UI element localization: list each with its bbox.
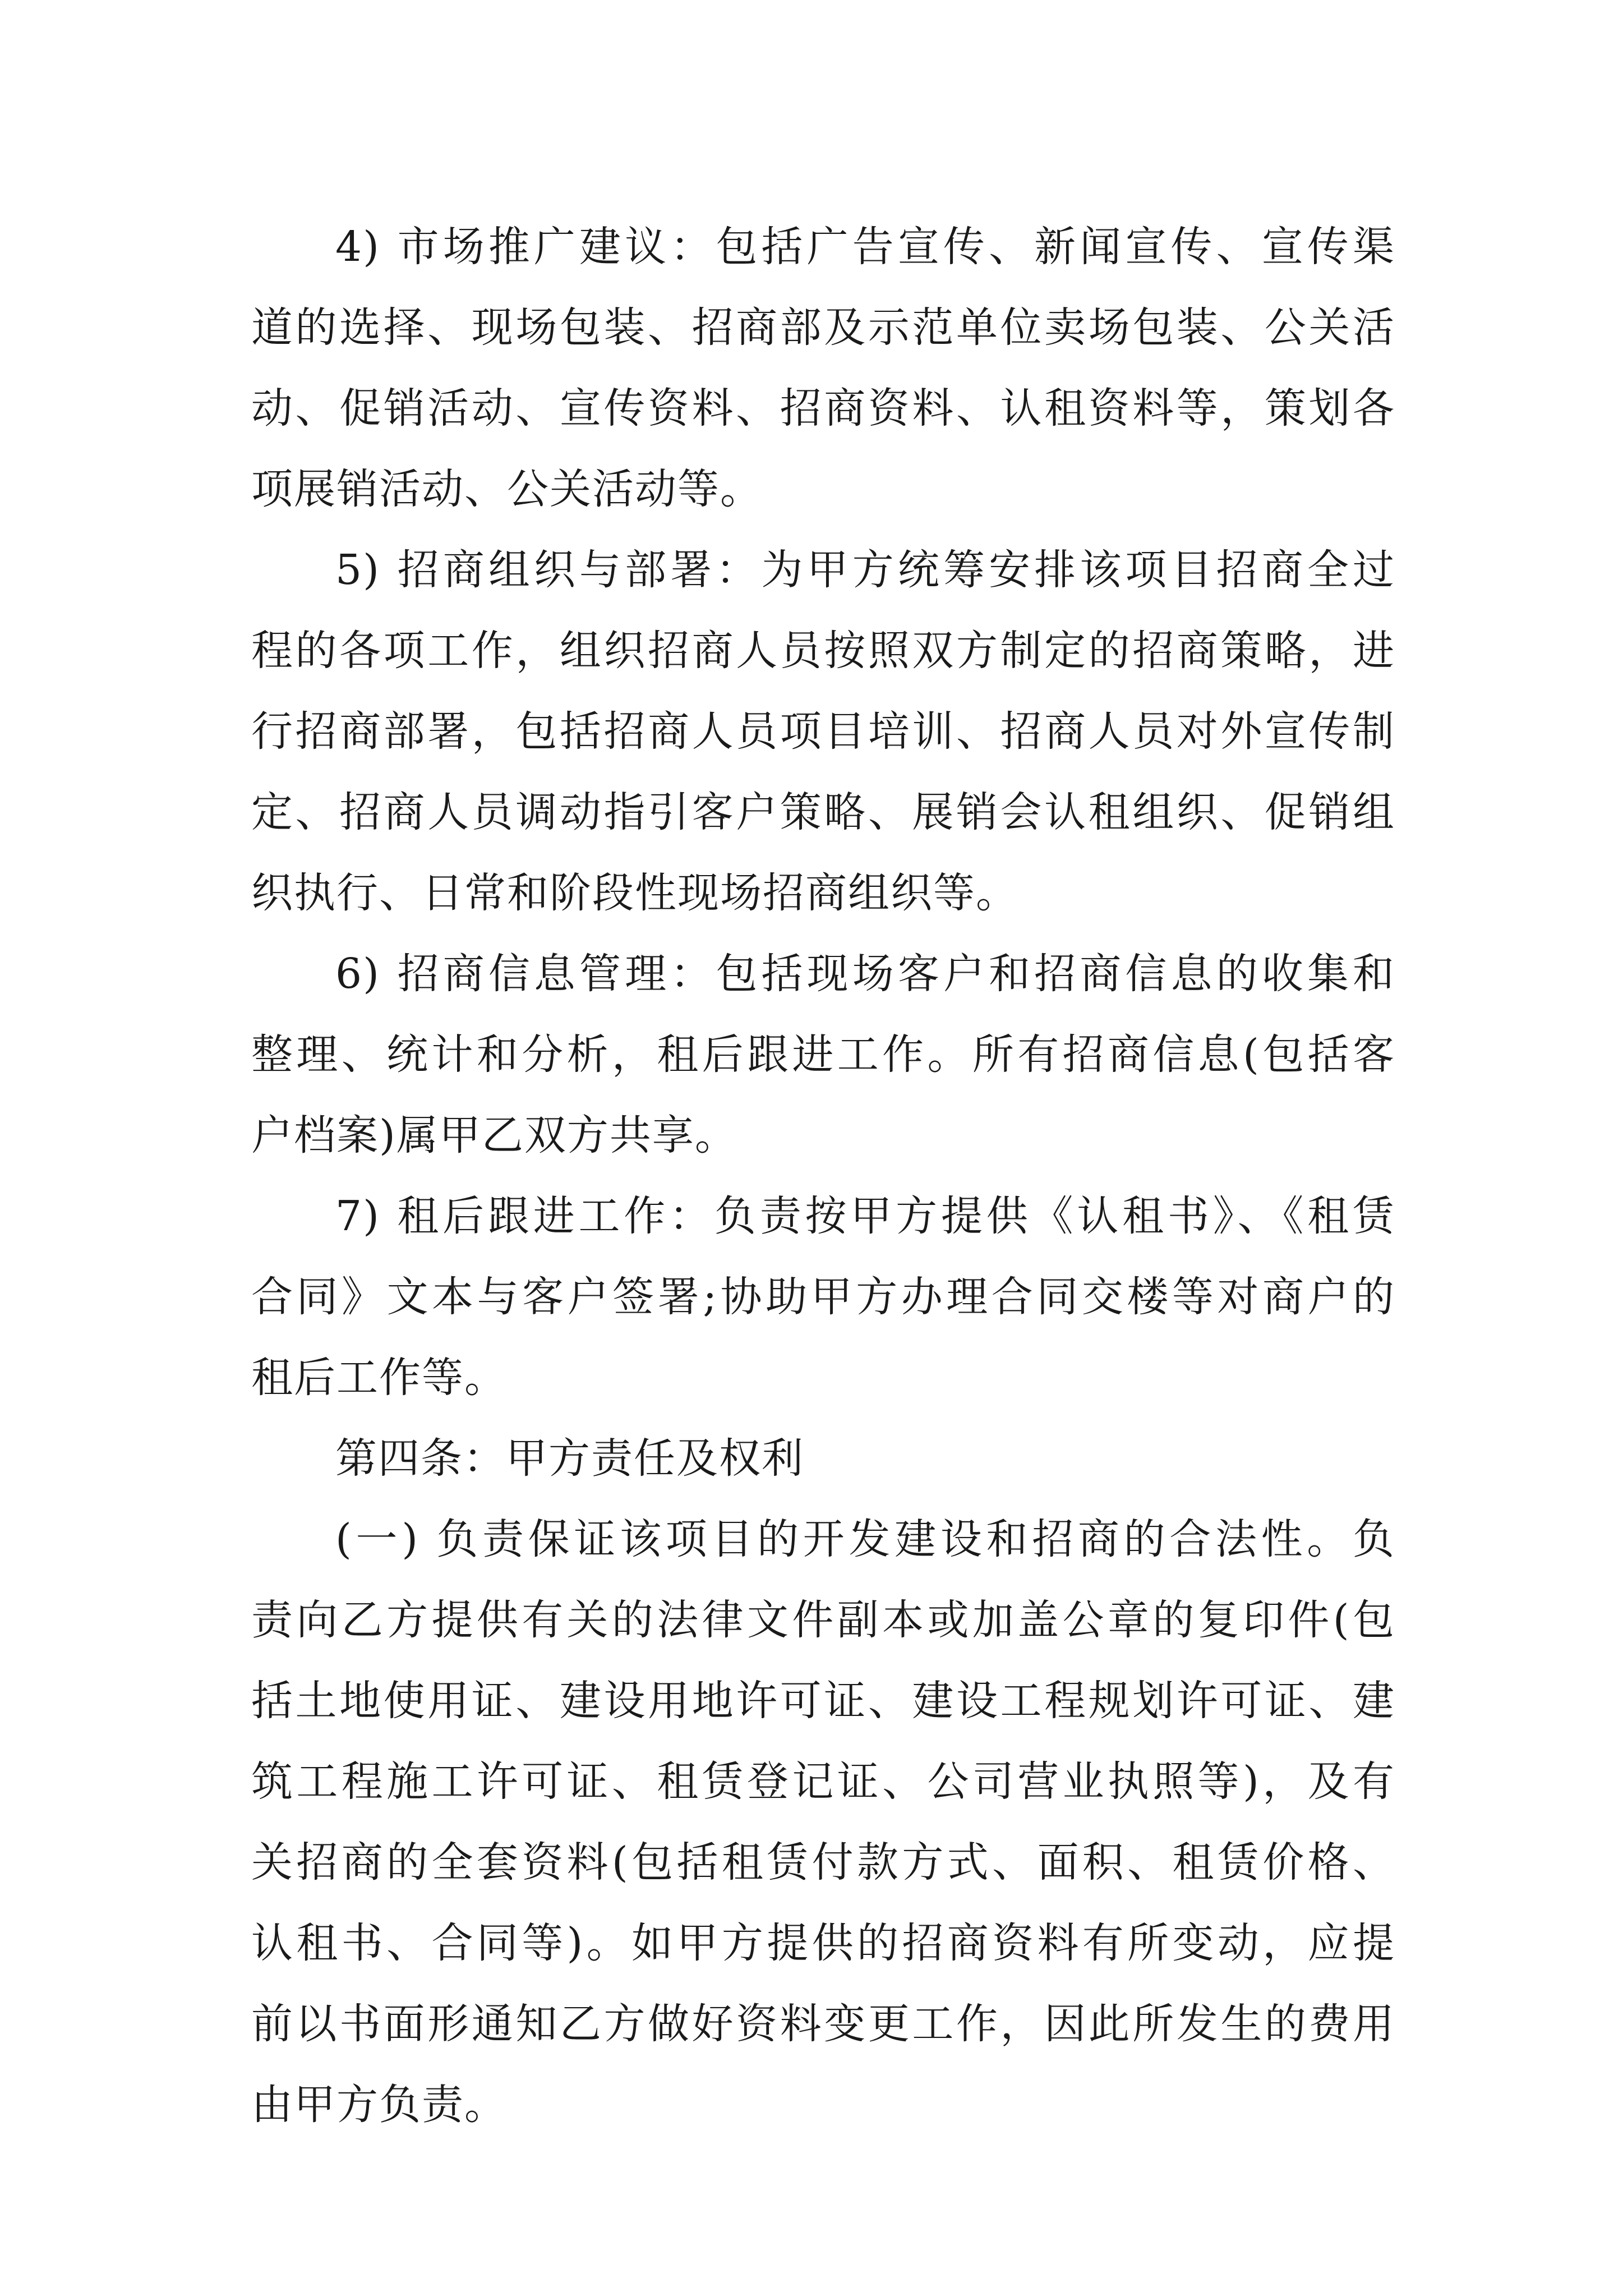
- document-body: [251, 206, 1395, 2145]
- text-line: 织执行、日常和阶段性现场招商组织等。: [251, 869, 1018, 917]
- text-line: 户档案)属甲乙双方共享。: [251, 1111, 737, 1159]
- paragraph-item-7: [251, 1176, 1395, 1418]
- article-4-heading: [251, 1418, 1395, 1499]
- text-line: 5) 招商组织与部署：为甲方统筹安排该项目招商全过: [335, 546, 1395, 594]
- text-line: 由甲方负责。: [251, 2081, 507, 2129]
- text-line: 4) 市场推广建议：包括广告宣传、新闻宣传、宣传渠: [335, 223, 1395, 271]
- text-line: 道的选择、现场包装、招商部及示范单位卖场包装、公关活: [251, 303, 1395, 352]
- text-line: 责向乙方提供有关的法律文件副本或加盖公章的复印件(包: [251, 1596, 1395, 1644]
- text-line: 前以书面形通知乙方做好资料变更工作，因此所发生的费用: [251, 2000, 1395, 2048]
- text-line: 行招商部署，包括招商人员项目培训、招商人员对外宣传制: [251, 707, 1395, 756]
- text-line: 括土地使用证、建设用地许可证、建设工程规划许可证、建: [251, 1677, 1395, 1725]
- text-line: 动、促销活动、宣传资料、招商资料、认租资料等，策划各: [251, 384, 1395, 432]
- text-line: 合同》文本与客户签署;协助甲方办理合同交楼等对商户的: [251, 1273, 1395, 1321]
- text-line: 关招商的全套资料(包括租赁付款方式、面积、租赁价格、: [251, 1838, 1395, 1887]
- section-heading: 第四条：甲方责任及权利: [335, 1434, 804, 1483]
- text-line: 程的各项工作，组织招商人员按照双方制定的招商策略，进: [251, 627, 1395, 675]
- text-line: 认租书、合同等)。如甲方提供的招商资料有所变动，应提: [251, 1919, 1395, 1967]
- paragraph-item-4: [251, 206, 1395, 530]
- text-line: 7) 租后跟进工作：负责按甲方提供《认租书》、《租赁: [335, 1192, 1395, 1240]
- paragraph-item-6: [251, 933, 1395, 1176]
- text-line: 整理、统计和分析，租后跟进工作。所有招商信息(包括客: [251, 1030, 1395, 1079]
- text-line: 筑工程施工许可证、租赁登记证、公司营业执照等)，及有: [251, 1757, 1395, 1806]
- text-line: 项展销活动、公关活动等。: [251, 465, 763, 513]
- text-line: 租后工作等。: [251, 1354, 507, 1402]
- text-line: 6) 招商信息管理：包括现场客户和招商信息的收集和: [335, 950, 1395, 998]
- text-line: (一) 负责保证该项目的开发建设和招商的合法性。负: [335, 1515, 1395, 1563]
- text-line: 定、招商人员调动指引客户策略、展销会认租组织、促销组: [251, 788, 1395, 836]
- paragraph-item-5: [251, 530, 1395, 933]
- paragraph-article-4-clause-1: [251, 1499, 1395, 2145]
